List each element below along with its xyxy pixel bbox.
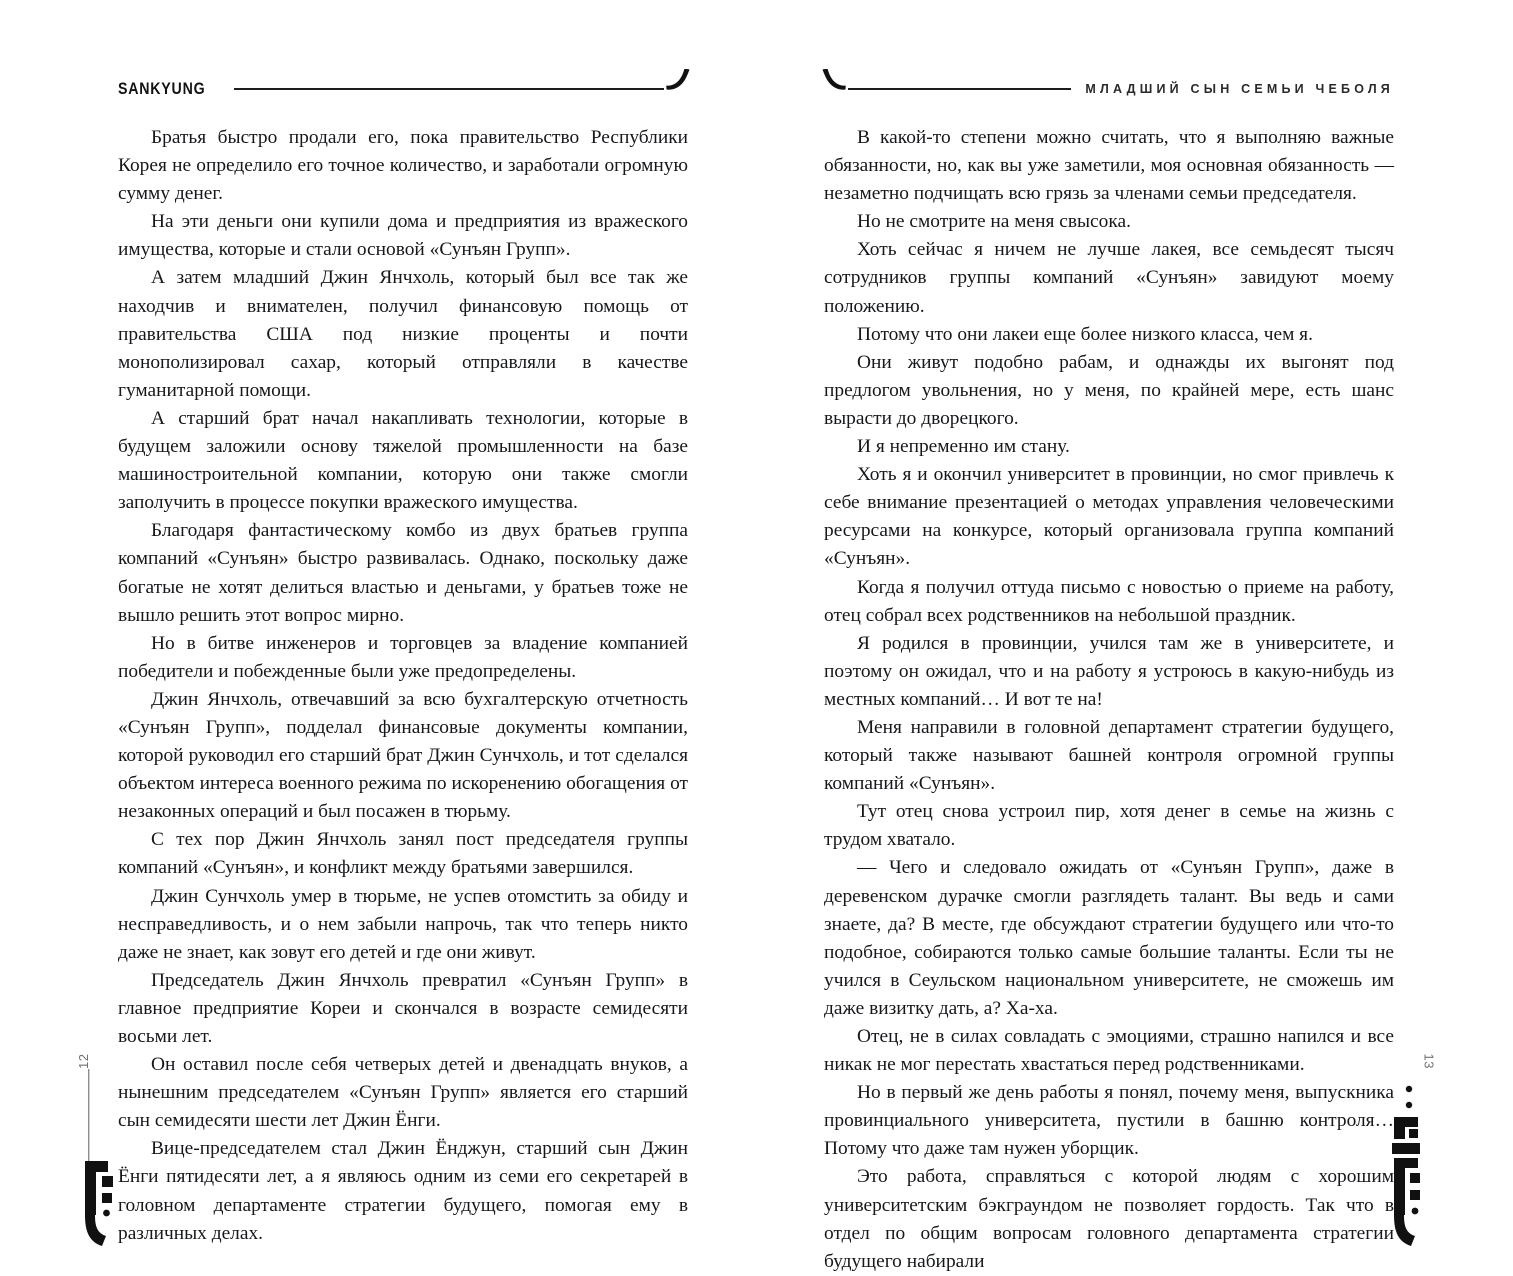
page-number-left: 12 [76,1053,91,1069]
comma-flourish-icon-right [818,68,848,100]
bracket-ornament-icon-left [74,1063,134,1248]
right-page [756,0,1512,1272]
paragraph: Меня направили в головной департамент стратегии будущего, который также называют башней контроля огромной группы компаний «Сунъян». [824,716,1394,795]
paragraph: Это работа, справляться с которой людям с хорошим университетским бэкграундом не позволяет гордость. Так что в отдел по общим вопросам головного департамента стратегии будущего набирали [824,1166,1394,1272]
paragraph: Но не смотрите на меня свысока. [857,211,1131,233]
running-head-left [118,74,694,104]
body-text-right [824,124,1394,1276]
body-text-left [118,124,688,1248]
running-head-rule-left [234,88,664,90]
paragraph: Но в битве инженеров и торговцев за владение компанией победители и побежденные были уже предопределены. [118,632,688,682]
paragraph: Отец, не в силах совладать с эмоциями, страшно напился и все никак не мог перестать хвастаться перед родственниками. [824,1026,1394,1076]
paragraph: Я родился в провинции, учился там же в университете, и поэтому он ожидал, что и на работу я устроюсь в какую-нибудь из местных компаний… И вот те на! [824,632,1394,710]
comma-flourish-icon-left [664,68,694,100]
paragraph: — Чего и следовало ожидать от «Сунъян Групп», даже в деревенском дурачке смогли разглядеть талант. Вы ведь и сами знаете, да? В месте, где обсуждают стратегии будущего или что-то подобное, собираются только самые большие таланты. Если ты не учился в Сеульском национальном университете, не сможешь им даже визитку дать, а? Ха-ха. [824,857,1394,1019]
paragraph: И я непременно им стану. [857,436,1070,458]
paragraph: С тех пор Джин Янчхоль занял пост председателя группы компаний «Сунъян», и конфликт между братьями завершился. [118,829,688,879]
paragraph: В какой-то степени можно считать, что я выполняю важные обязанности, но, как вы уже заметили, моя основная обязанность — незаметно подчищать всю грязь за членами семьи председателя. [824,127,1394,205]
paragraph: Потому что они лакеи еще более низкого класса, чем я. [857,323,1313,345]
paragraph: А старший брат начал накапливать технологии, которые в будущем заложили основу тяжелой промышленности на базе машиностроительной компании, которую они также смогли заполучить в процессе покупки вражеского имущества. [118,407,688,514]
running-head-title-right: МЛАДШИЙ СЫН СЕМЬИ ЧЕБОЛЯ [1085,82,1394,96]
page-number-right: 13 [1421,1053,1436,1069]
paragraph: Хоть сейчас я ничем не лучше лакея, все семьдесят тысяч сотрудников группы компаний «Сунъян» завидуют моему положению. [824,239,1394,317]
running-head-right [818,74,1394,104]
paragraph: Джин Сунчхоль умер в тюрьме, не успев отомстить за обиду и несправедливость, и о нем забыли напрочь, так что теперь никто даже не знает, как зовут его детей и где они живут. [118,885,688,963]
paragraph: Братья быстро продали его, пока правительство Республики Корея не определило его точное количество, и заработали огромную сумму денег. [118,127,688,205]
paragraph: А затем младший Джин Янчхоль, который был все так же находчив и внимателен, получил финансовую помощь от правительства США под низкие проценты и почти монополизировал сахар, который отправляли в качестве гуманитарной помощи. [118,267,688,401]
paragraph: На эти деньги они купили дома и предприятия из вражеского имущества, которые и стали основой «Сунъян Групп». [118,211,688,261]
paragraph: Они живут подобно рабам, и однажды их выгонят под предлогом увольнения, но у меня, по крайней мере, есть шанс вырасти до дворецкого. [824,351,1394,429]
running-head-title-left: SANKYUNG [118,79,206,98]
left-page [0,0,756,1244]
paragraph: Вице-председателем стал Джин Ёнджун, старший сын Джин Ёнги пятидесяти лет, а я являюсь одним из семи его секретарей в головном департаменте стратегии будущего, помогая ему в различных делах. [118,1138,688,1244]
paragraph: Хоть я и окончил университет в провинции, но смог привлечь к себе внимание презентацией о методах управления человеческими ресурсами на конкурсе, который организовала группа компаний «Сунъян». [824,464,1394,570]
running-head-rule-right [848,88,1071,90]
paragraph: Но в первый же день работы я понял, почему меня, выпускника провинциального университета, пустили в башню контроля… Потому что даже там нужен уборщик. [824,1082,1394,1160]
bracket-ornament-icon-right [1378,1063,1438,1248]
paragraph: Он оставил после себя четверых детей и двенадцать внуков, а нынешним председателем «Сунъян Групп» является его старший сын семидесяти шести лет Джин Ёнги. [118,1054,688,1132]
paragraph: Благодаря фантастическому комбо из двух братьев группа компаний «Сунъян» быстро развивалась. Однако, поскольку даже богатые не хотят делиться властью и деньгами, у братьев тоже не вышло решить этот вопрос мирно. [118,520,688,626]
paragraph: Джин Янчхоль, отвечавший за всю бухгалтерскую отчетность «Сунъян Групп», подделал финансовые документы компании, которой руководил его старший брат Джин Сунчхоль, и тот сделался объектом интереса военного режима по искоренению обогащения от незаконных операций и был посажен в тюрьму. [118,688,688,823]
paragraph: Председатель Джин Янчхоль превратил «Сунъян Групп» в главное предприятие Кореи и скончался в возрасте семидесяти восьми лет. [118,969,688,1047]
paragraph: Тут отец снова устроил пир, хотя денег в семье на жизнь с трудом хватало. [824,801,1394,851]
paragraph: Когда я получил оттуда письмо с новостью о приеме на работу, отец собрал всех родственников на небольшой праздник. [824,576,1394,626]
